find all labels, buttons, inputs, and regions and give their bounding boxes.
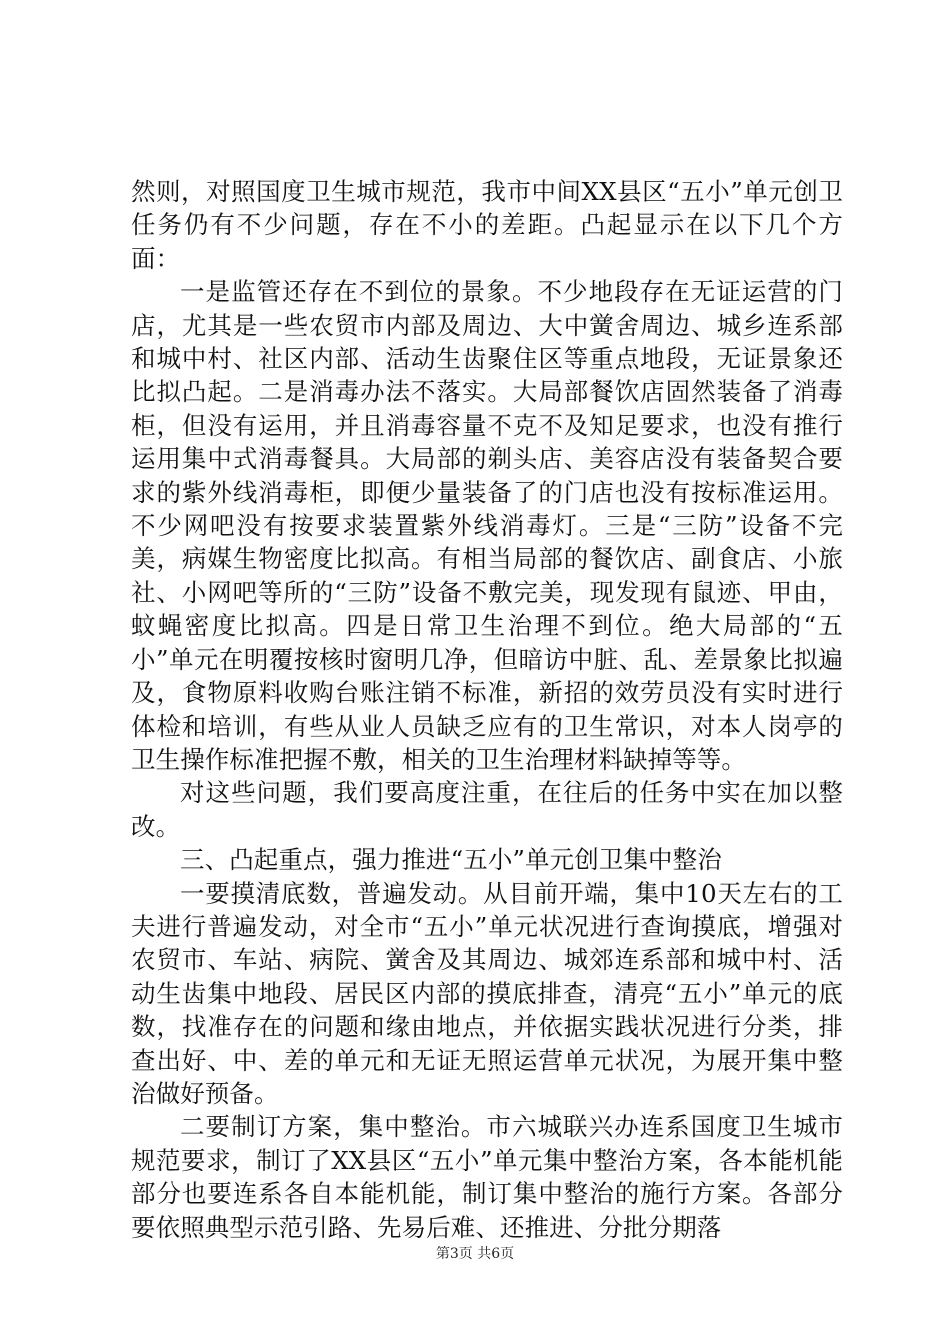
body-text: [131, 175, 843, 1244]
paragraph-plan: 二要制订方案，集中整治。市六城联兴办连系国度卫生城市规范要求，制订了XX县区“五小”单元集中整治方案，各本能机能部分也要连系各自本能机能，制订集中整治的施行方案。各部分要依照典型示范引路、先易后难、还推进、分批分期落: [131, 1112, 843, 1242]
section-heading: 三、凸起重点，强力推进“五小”单元创卫集中整治: [180, 845, 722, 875]
page-footer: 第3页 共6页: [435, 1246, 515, 1262]
paragraph-problems: 一是监管还存在不到位的景象。不少地段存在无证运营的门店，尤其是一些农贸市内部及周边、大中黉舍周边、城乡连系部和城中村、社区内部、活动生齿聚住区等重点地段，无证景象还比拟凸起。二是消毒办法不落实。大局部餐饮店固然装备了消毒柜，但没有运用，并且消毒容量不克不及知足要求，也没有推行运用集中式消毒餐具。大局部的剃头店、美容店没有装备契合要求的紫外线消毒柜，即便少量装备了的门店也没有按标准运用。不少网吧没有按要求装置紫外线消毒灯。三是“三防”设备不完美，病媒生物密度比拟高。有相当局部的餐饮店、副食店、小旅社、小网吧等所的“三防”设备不敷完美，现发现有鼠迹、甲由，蚊蝇密度比拟高。四是日常卫生治理不到位。绝大局部的“五小”单元在明覆按核时窗明几净，但暗访中脏、乱、差景象比拟遍及，食物原料收购台账注销不标准，新招的效劳员没有实时进行体检和培训，有些从业人员缺乏应有的卫生常识，对本人岗亭的卫生操作标准把握不敷，相关的卫生治理材料缺掉等等。: [131, 277, 843, 774]
paragraph-survey: 一要摸清底数，普遍发动。从目前开端，集中10天左右的工夫进行普遍发动，对全市“五小”单元状况进行查询摸底，增强对农贸市、车站、病院、黉舍及其周边、城郊连系部和城中村、活动生齿集中地段、居民区内部的摸底排查，清亮“五小”单元的底数，找准存在的问题和缘由地点，并依据实践状况进行分类，排查出好、中、差的单元和无证无照运营单元状况，为展开集中整治做好预备。: [131, 878, 843, 1108]
paragraph-rectify: 对这些问题，我们要高度注重，在往后的任务中实在加以整改。: [131, 778, 843, 841]
paragraph-intro: 然则，对照国度卫生城市规范，我市中间XX县区“五小”单元创卫任务仍有不少问题，存在不小的差距。凸起显示在以下几个方面：: [131, 177, 843, 273]
